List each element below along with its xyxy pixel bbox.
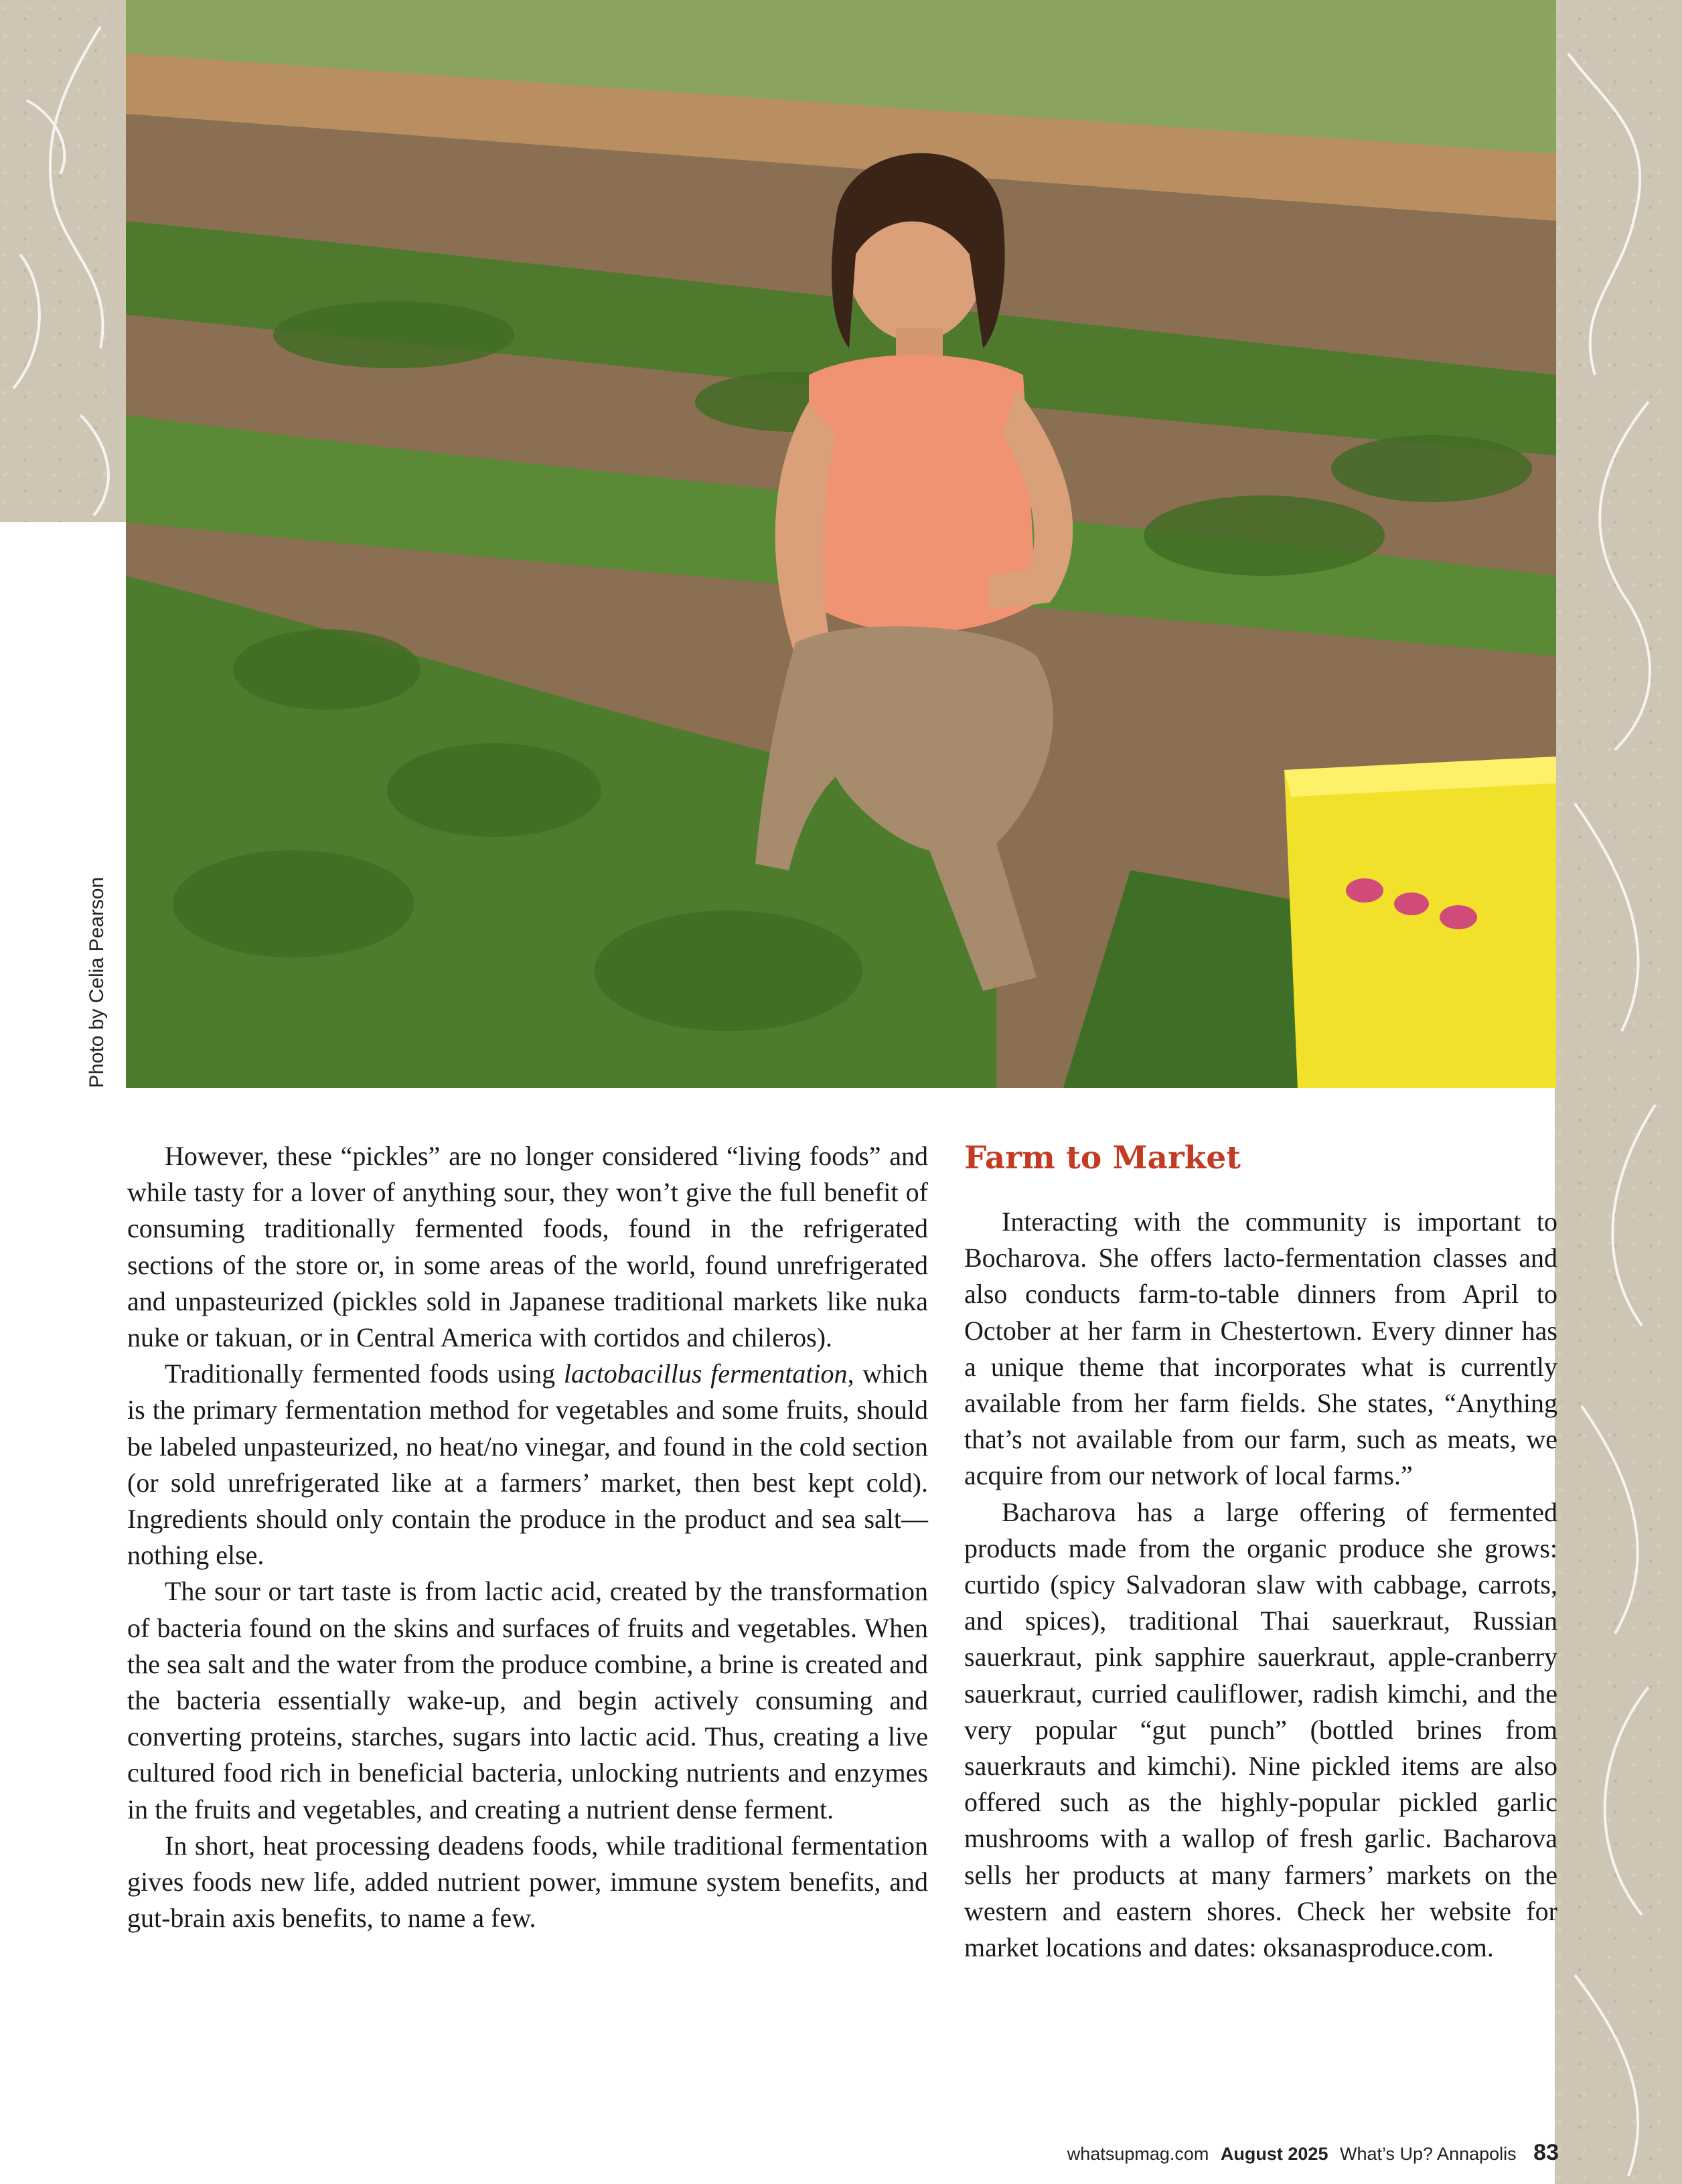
page-number: 83 xyxy=(1533,2140,1559,2165)
paragraph: However, these “pickles” are no longer considered “living foods” and while tasty for a lover of anything sour, they won’t give the full benefit of consuming traditionally fermented foods, found in the refrigerated sections of the store or, in some areas of the world, found unrefrigerated and unpasteurized (pickles sold in Japanese traditional markets like nuka nuke or takuan, or in Central America with cortidos and chileros). xyxy=(127,1141,928,1353)
woman-kneeling-in-farm-field-photo xyxy=(126,0,1556,1088)
paragraph: Interacting with the community is important to Bocharova. She offers lacto-fermentation classes and also conducts farm-to-table dinners from April to October at her farm in Chestertown. Every dinner has a unique theme that incorporates what is currently available from her farm fields. She states, “Anything that’s not available from our farm, such as meats, we acquire from our network of local farms.” xyxy=(964,1206,1557,1491)
decorative-texture-left xyxy=(0,0,126,522)
article-right-column xyxy=(964,1138,1557,1966)
section-heading: Farm to Market xyxy=(964,1140,1241,1176)
farmer-photo xyxy=(126,0,1556,1088)
italic-term: lactobacillus fermentation xyxy=(563,1358,848,1389)
paragraph: In short, heat processing deadens foods, while traditional fermentation gives foods new life, added nutrient power, immune system benefits, and gut-brain axis benefits, to name a few. xyxy=(127,1830,928,1934)
paragraph: Bacharova has a large offering of fermented products made from the organic produce she grows: curtido (spicy Salvadoran slaw with cabbage, carrots, and spices), traditional Thai sauerkraut, Russian sauerkraut, pink sapphire sauerkraut, apple-cranberry sauerkraut, curried cauliflower, radish kimchi, and the very popular “gut punch” (bottled brines from sauerkrauts and kimchi). Nine pickled items are also offered such as the highly-popular pickled garlic mushrooms with a wallop of fresh garlic. Bacharova sells her products at many farmers’ markets on the western and eastern shores. Check her website for market locations and dates: oksanasproduce.com. xyxy=(964,1496,1557,1963)
footer-magazine: What’s Up? Annapolis xyxy=(1339,2144,1517,2164)
page-footer xyxy=(1061,2140,1559,2166)
paragraph: Traditionally fermented foods using lactobacillus fermentation, which is the primary fermentation method for vegetables and some fruits, should be labeled unpasteurized, no heat/no vinegar, and found in the cold section (or sold unrefrigerated like at a farmers’ market, then best kept cold). Ingredients should only contain the produce in the product and sea salt—nothing else. xyxy=(127,1358,928,1571)
article-left-column xyxy=(127,1138,928,1936)
photo-credit: Photo by Celia Pearson xyxy=(86,876,108,1088)
footer-site: whatsupmag.com xyxy=(1067,2144,1209,2164)
footer-issue: August 2025 xyxy=(1220,2144,1328,2164)
paragraph: The sour or tart taste is from lactic acid, created by the transformation of bacteria found on the skins and surfaces of fruits and vegetables. When the sea salt and the water from the produce combine, a brine is created and the bacteria essentially wake-up, and begin actively consuming and converting proteins, starches, sugars into lactic acid. Thus, creating a live cultured food rich in beneficial bacteria, unlocking nutrients and enzymes in the fruits and vegetables, and creating a nutrient dense ferment. xyxy=(127,1576,928,1824)
decorative-texture-right xyxy=(1555,0,1682,2184)
